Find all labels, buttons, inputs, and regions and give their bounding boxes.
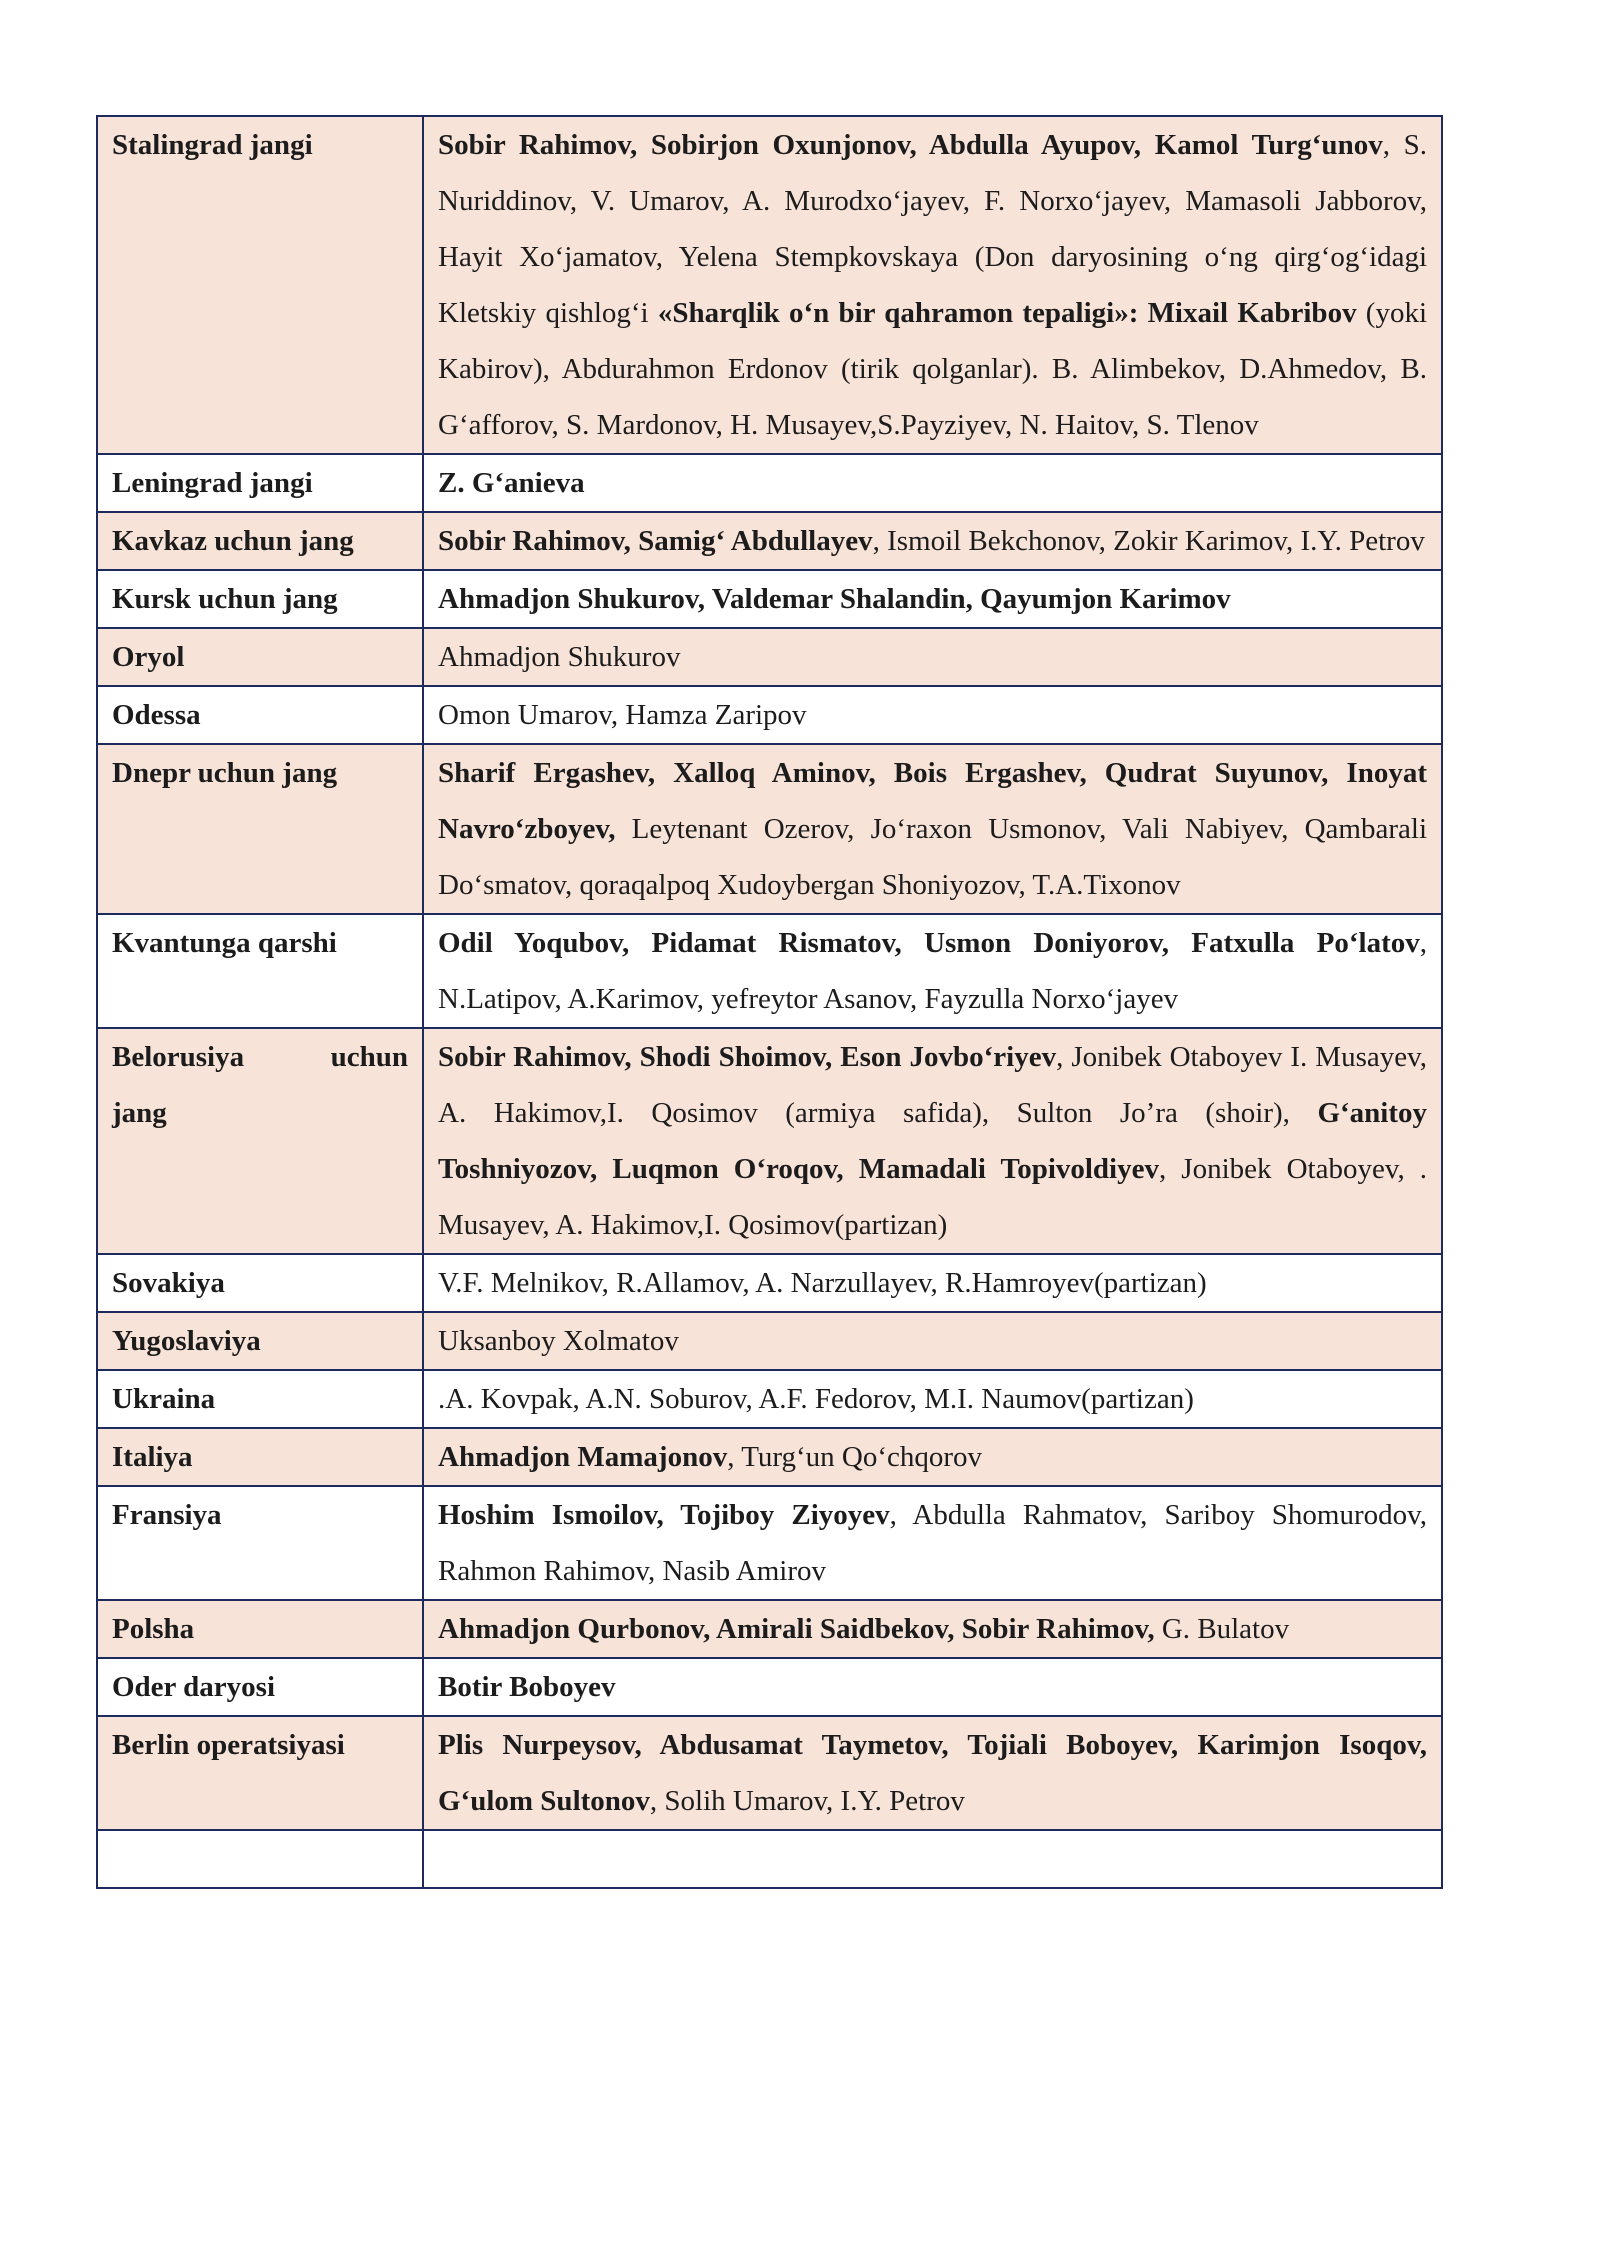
battle-name: Kvantunga qarshi [112, 927, 337, 959]
participant-names-bold: Ahmadjon Qurbonov, Amirali Saidbekov, Sobir Rahimov, [438, 1613, 1155, 1645]
battle-name-cell [97, 512, 423, 570]
battle-name-cell [97, 1716, 423, 1830]
battle-name: Polsha [112, 1613, 195, 1645]
battle-name-cell [97, 570, 423, 628]
table-row [97, 1658, 1442, 1716]
participant-names: , Jonibek Otaboyev I. Musayev, A. Hakimov,I. Qosimov (armiya safida), Sulton Jo’ra (shoir), [438, 1041, 1427, 1129]
participant-names-bold: Plis Nurpeysov, Abdusamat Taymetov, Tojiali Boboyev, Karimjon Isoqov, G‘ulom Sultonov [438, 1729, 1427, 1817]
table-row [97, 1830, 1442, 1888]
battle-name-cell [97, 914, 423, 1028]
table-row [97, 454, 1442, 512]
battles-table [96, 115, 1443, 1889]
participants-cell [423, 1254, 1442, 1312]
battle-name: Oryol [112, 641, 185, 673]
battle-name-cell [97, 1600, 423, 1658]
participants-cell [423, 686, 1442, 744]
participant-names: Leytenant Ozerov, Jo‘raxon Usmonov, Vali Nabiyev, Qambarali Do‘smatov, qoraqalpoq Xudoybergan Shoniyozov, T.A.Tixonov [438, 813, 1427, 901]
table-row [97, 744, 1442, 914]
participant-names: V.F. Melnikov, R.Allamov, A. Narzullayev, R.Hamroyev(partizan) [438, 1267, 1207, 1299]
table-row [97, 914, 1442, 1028]
battle-name-cell [97, 628, 423, 686]
participant-names: , S. Nuriddinov, V. Umarov, A. Murodxo‘jayev, F. Norxo‘jayev, Mamasoli Jabborov, Hayit Xo‘jamatov, Yelena Stempkovskaya (Don daryosining o‘ng qirg‘og‘idagi Kletskiy qishlog‘i [438, 129, 1427, 329]
participants-cell [423, 1428, 1442, 1486]
participant-names: , Abdulla Rahmatov, Sariboy Shomurodov, Rahmon Rahimov, Nasib Amirov [438, 1499, 1427, 1587]
participant-names-bold: G‘anitoy Toshniyozov, Luqmon O‘roqov, Mamadali Topivoldiyev [438, 1097, 1427, 1185]
battle-name-part: Belorusiya uchun [112, 1041, 408, 1073]
participant-names-bold: Ahmadjon Shukurov, Valdemar Shalandin, Qayumjon Karimov [438, 583, 1231, 615]
participant-names-bold: Sharif Ergashev, Xalloq Aminov, Bois Ergashev, Qudrat Suyunov, Inoyat Navro‘zboyev, [438, 757, 1427, 845]
battle-name: Fransiya [112, 1499, 222, 1531]
battle-name: Oder daryosi [112, 1671, 275, 1703]
battle-name-cell [97, 454, 423, 512]
participant-names-bold: Z. G‘anieva [438, 467, 585, 499]
participant-names-bold: Sobir Rahimov, Shodi Shoimov, Eson Jovbo‘riyev [438, 1041, 1057, 1073]
participants-cell [423, 1716, 1442, 1830]
participant-names-bold: Ahmadjon Mamajonov [438, 1441, 728, 1473]
table-row [97, 1600, 1442, 1658]
battle-name: Sovakiya [112, 1267, 225, 1299]
battle-name: Dnepr uchun jang [112, 757, 338, 789]
participant-names: Uksanboy Xolmatov [438, 1325, 679, 1357]
participants-cell [423, 1028, 1442, 1254]
participant-names: , Jonibek Otaboyev, . Musayev, A. Hakimov,I. Qosimov(partizan) [438, 1153, 1427, 1241]
participant-names: , N.Latipov, A.Karimov, yefreytor Asanov, Fayzulla Norxo‘jayev [438, 927, 1427, 1015]
table-row [97, 1254, 1442, 1312]
table-row [97, 116, 1442, 454]
participant-names: Ahmadjon Shukurov [438, 641, 681, 673]
table-row [97, 628, 1442, 686]
participant-names-bold: Botir Boboyev [438, 1671, 616, 1703]
table-row [97, 1028, 1442, 1254]
participant-names-bold: Hoshim Ismoilov, Tojiboy Ziyoyev [438, 1499, 890, 1531]
battle-name-cell [97, 1370, 423, 1428]
participant-names-bold: Sobir Rahimov, Samig‘ Abdullayev [438, 525, 873, 557]
participant-names: G. Bulatov [1154, 1613, 1290, 1645]
table-row [97, 1312, 1442, 1370]
battle-name-cell [97, 1028, 423, 1254]
participants-cell [423, 570, 1442, 628]
battle-name-cell [97, 1486, 423, 1600]
participants-cell [423, 116, 1442, 454]
participants-cell [423, 1600, 1442, 1658]
table-row [97, 1370, 1442, 1428]
battle-name: Leningrad jangi [112, 467, 313, 499]
participants-cell [423, 628, 1442, 686]
participants-cell [423, 512, 1442, 570]
table-row [97, 570, 1442, 628]
participants-cell [423, 744, 1442, 914]
battle-name-cell [97, 1428, 423, 1486]
battle-name: Odessa [112, 699, 201, 731]
participant-names-bold: Sobir Rahimov, Sobirjon Oxunjonov, Abdulla Ayupov, Kamol Turg‘unov [438, 129, 1383, 161]
participant-names: (yoki Kabirov), Abdurahmon Erdonov (tirik qolganlar). B. Alimbekov, D.Ahmedov, B. G‘afforov, S. Mardonov, H. Musayev,S.Payziyev, N. Haitov, S. Tlenov [438, 297, 1428, 441]
table-row [97, 512, 1442, 570]
participants-cell [423, 454, 1442, 512]
participants-cell [423, 1658, 1442, 1716]
participant-names: .A. Kovpak, A.N. Soburov, A.F. Fedorov, M.I. Naumov(partizan) [438, 1383, 1194, 1415]
table-row [97, 686, 1442, 744]
battle-name-cell [97, 744, 423, 914]
participants-cell [423, 1486, 1442, 1600]
battle-name-cell [97, 1658, 423, 1716]
participant-names: , Ismoil Bekchonov, Zokir Karimov, I.Y. Petrov [872, 525, 1425, 557]
battle-name-cell [97, 686, 423, 744]
participant-names: , Turg‘un Qo‘chqorov [727, 1441, 983, 1473]
battle-name-cell [97, 1830, 423, 1888]
participants-cell [423, 914, 1442, 1028]
participants-cell [423, 1312, 1442, 1370]
participants-cell [423, 1830, 1442, 1888]
table-row [97, 1486, 1442, 1600]
battle-name: Ukraina [112, 1383, 216, 1415]
battles-table-body [97, 116, 1442, 1888]
battle-name: Berlin operatsiyasi [112, 1729, 345, 1761]
participant-names-bold: Odil Yoqubov, Pidamat Rismatov, Usmon Doniyorov, Fatxulla Po‘latov [438, 927, 1420, 959]
table-row [97, 1428, 1442, 1486]
participant-names: , Solih Umarov, I.Y. Petrov [649, 1785, 965, 1817]
participant-names-bold: «Sharqlik o‘n bir qahramon tepaligi»: Mixail Kabribov [657, 297, 1357, 329]
battle-name: Yugoslaviya [112, 1325, 261, 1357]
table-row [97, 1716, 1442, 1830]
battle-name: Italiya [112, 1441, 193, 1473]
participant-names: Omon Umarov, Hamza Zaripov [438, 699, 807, 731]
participants-cell [423, 1370, 1442, 1428]
battle-name-part: jang [112, 1097, 167, 1129]
battle-name: Kursk uchun jang [112, 583, 338, 615]
battle-name-cell [97, 1312, 423, 1370]
battle-name: Stalingrad jangi [112, 129, 313, 161]
battle-name-cell [97, 1254, 423, 1312]
battle-name: Kavkaz uchun jang [112, 525, 354, 557]
battle-name-cell [97, 116, 423, 454]
